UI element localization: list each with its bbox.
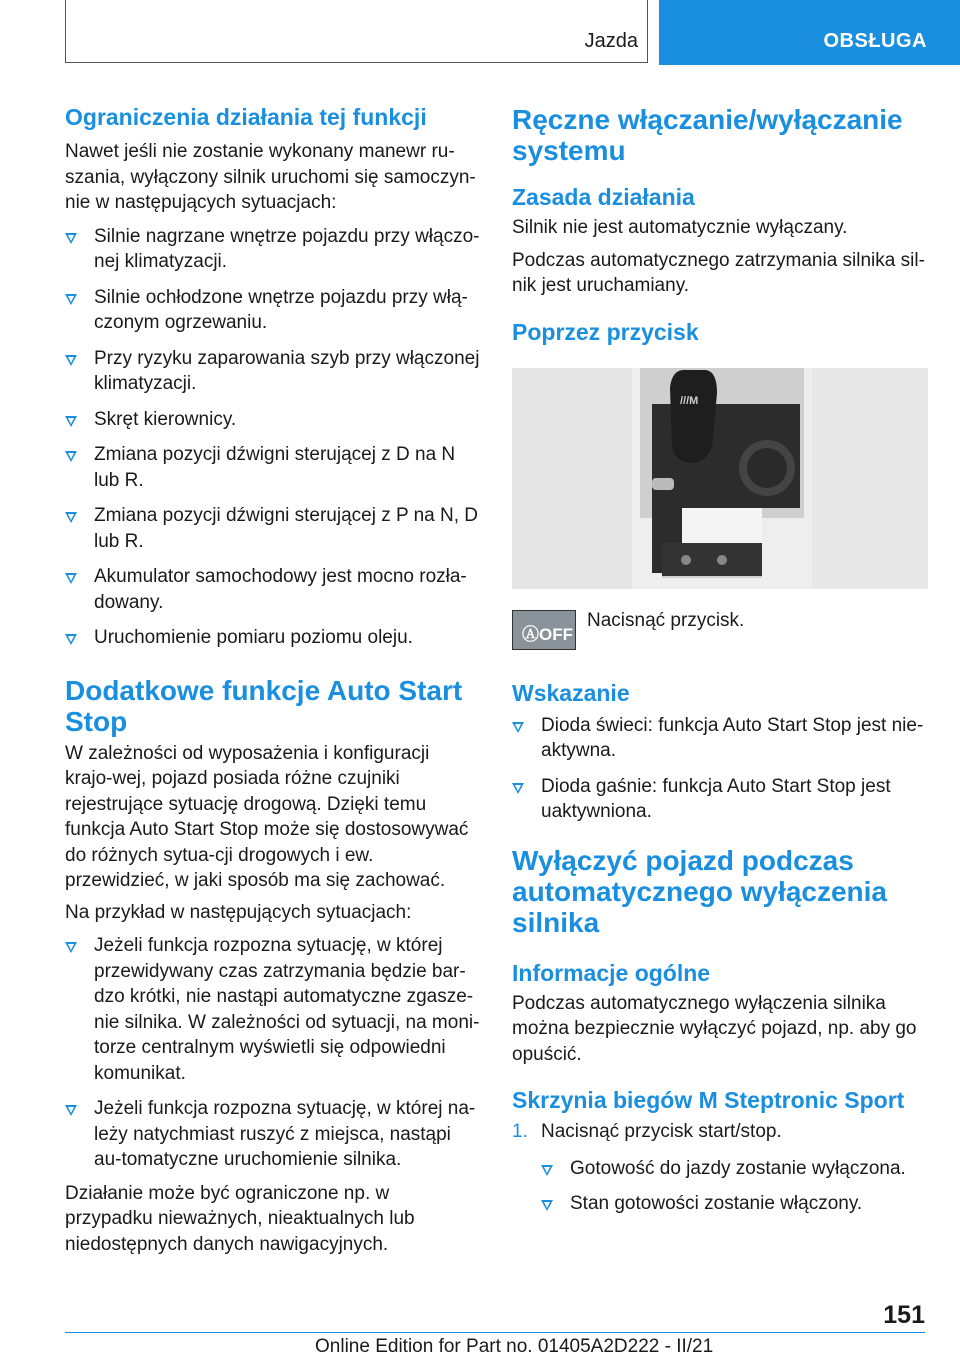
right-column (512, 100, 932, 1217)
list-item (65, 1096, 480, 1173)
list-item-text: Stan gotowości zostanie włączony. (570, 1193, 863, 1214)
list-item (65, 442, 480, 493)
list-item (65, 625, 480, 651)
footer-divider (65, 1332, 925, 1333)
list-item-text: Dioda świeci: funkcja Auto Start Stop jest nie-aktywna. (541, 714, 924, 761)
heading-general: Informacje ogólne (512, 959, 711, 986)
triangle-bullet-icon (512, 722, 524, 733)
triangle-bullet-icon (65, 355, 77, 366)
paragraph-general: Podczas automatycznego wyłączenia silnika można bezpiecznie wyłączyć pojazd, np. aby go opuścić. (512, 992, 917, 1065)
paragraph-additional-2: Na przykład w następujących sytuacjach: (65, 901, 412, 923)
list-item (512, 774, 932, 825)
paragraph-press: Nacisnąć przycisk. (587, 609, 745, 631)
list-item (65, 346, 480, 397)
heading-principle: Zasada działania (512, 184, 695, 210)
page-number: 151 (883, 1301, 925, 1329)
list-item (65, 933, 480, 1086)
step-sub-list (541, 1156, 932, 1217)
auto-start-stop-off-button-icon (512, 610, 576, 650)
triangle-bullet-icon (65, 1105, 77, 1116)
button-row (512, 610, 932, 650)
paragraph-principle-1: Silnik nie jest automatycznie wyłączany. (512, 217, 848, 238)
triangle-bullet-icon (65, 573, 77, 584)
list-item-text: Silnie nagrzane wnętrze pojazdu przy włączo-nej klimatyzacji. (94, 225, 480, 272)
heading-gearbox: Skrzynia biegów M Steptronic Sport (512, 1087, 905, 1113)
indicator-list (512, 713, 932, 825)
list-item-text: Dioda gaśnie: funkcja Auto Start Stop jest uaktywniona. (541, 775, 891, 822)
list-item-text: Gotowość do jazdy zostanie wyłączona. (570, 1157, 906, 1179)
heading-switch-off: Wyłączyć pojazd podczas automatycznego wyłączenia silnika (512, 844, 888, 938)
triangle-bullet-icon (65, 451, 77, 462)
additional-list (65, 933, 480, 1173)
list-item (541, 1191, 932, 1217)
footer-edition (315, 1336, 713, 1358)
list-item-text: Jeżeli funkcja rozpozna sytuację, w której przewidywany czas zatrzymania będzie bar-dzo krótki, nie nastąpi automatyczne zgasze-nie silnika. W zależności od sytuacji, na moni-torze centralnym wyświetli się odpowiedni komunikat. (94, 935, 480, 1084)
triangle-bullet-icon (541, 1165, 553, 1176)
center-console-illustration (512, 368, 928, 589)
list-item (512, 713, 932, 764)
limits-list (65, 224, 480, 651)
heading-manual: Ręczne włączanie/wyłączanie systemu (512, 104, 903, 166)
triangle-bullet-icon (65, 512, 77, 523)
list-item-text: Skręt kierownicy. (94, 408, 237, 430)
triangle-bullet-icon (65, 416, 77, 427)
list-item (65, 224, 480, 275)
heading-additional: Dodatkowe funkcje Auto Start Stop (65, 674, 463, 737)
list-item (65, 407, 480, 433)
triangle-bullet-icon (65, 233, 77, 244)
header-box (65, 0, 648, 63)
list-item-text: Zmiana pozycji dźwigni sterującej z P na N, D lub R. (94, 505, 479, 552)
header-section-title: Jazda (584, 30, 638, 52)
list-item (65, 564, 480, 615)
triangle-bullet-icon (512, 783, 524, 794)
list-item (541, 1156, 932, 1182)
list-item-text: Silnie ochłodzone wnętrze pojazdu przy włą-czonym ogrzewaniu. (94, 286, 468, 333)
left-column (65, 100, 480, 1257)
header-tab[interactable]: OBSŁUGA (659, 0, 960, 65)
paragraph-additional-1: W zależności od wyposażenia i konfiguracji krajo-wej, pojazd posiada różne czujniki rejestrujące sytuację drogową. Dzięki temu funkcja Auto Start Stop może się dostosowywać do różnych sytua-cji drogowych i ew. przewidzieć, w jaki sposób ma się zachować. (65, 742, 469, 891)
center-console-photo (512, 368, 928, 589)
paragraph-additional-3: Działanie może być ograniczone np. w przypadku nieważnych, nieaktualnych lub niedostępnych danych nawigacyjnych. (65, 1182, 415, 1255)
list-item-text: Jeżeli funkcja rozpozna sytuację, w której na-leży natychmiast ruszyć z miejsca, nastąpi au-tomatyczne uruchomienie silnika. (94, 1098, 476, 1170)
triangle-bullet-icon (65, 634, 77, 645)
footer-edition-text: Online Edition for Part no. 01405A2D222 - II/21 (315, 1336, 714, 1357)
paragraph-limits: Nawet jeśli nie zostanie wykonany manewr ru-szania, wyłączony silnik uruchomi się samoczyn-nie w następujących sytuacjach: (65, 141, 476, 213)
list-item-text: Uruchomienie pomiaru poziomu oleju. (94, 627, 413, 648)
svg-text:///M: ///M (680, 394, 699, 407)
triangle-bullet-icon (541, 1200, 553, 1211)
list-item-text: Akumulator samochodowy jest mocno rozła-dowany. (94, 566, 467, 613)
triangle-bullet-icon (65, 942, 77, 953)
heading-limits: Ograniczenia działania tej funkcji (65, 104, 427, 130)
list-item-text: Zmiana pozycji dźwigni sterującej z D na N lub R. (94, 444, 456, 491)
step-text: Nacisnąć przycisk start/stop. (541, 1121, 782, 1142)
step-1 (512, 1119, 932, 1217)
triangle-bullet-icon (65, 294, 77, 305)
heading-indicator: Wskazanie (512, 679, 630, 706)
list-item-text: Przy ryzyku zaparowania szyb przy włączonej klimatyzacji. (94, 347, 480, 394)
button-icon-label: ⒶOFF (522, 624, 573, 644)
step-number: 1. (512, 1121, 528, 1142)
heading-button: Poprzez przycisk (512, 318, 699, 345)
list-item (65, 503, 480, 554)
list-item (65, 285, 480, 336)
paragraph-principle-2: Podczas automatycznego zatrzymania silnika sil-nik jest uruchamiany. (512, 249, 925, 296)
